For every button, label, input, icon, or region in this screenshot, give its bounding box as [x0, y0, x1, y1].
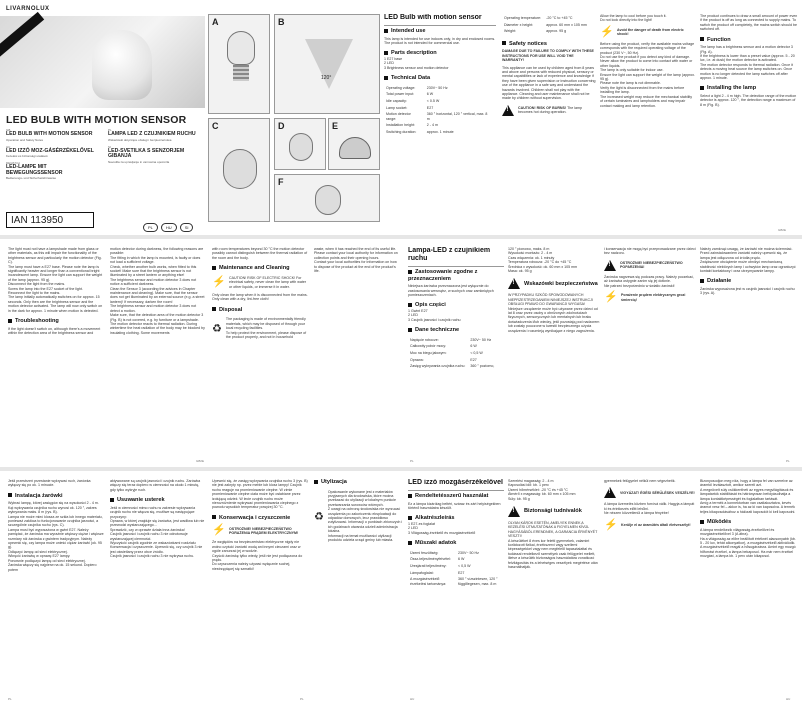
hu-shock-warning: ⚡ Kerülje el az áramütés általi életveszélyt! — [604, 520, 696, 531]
page-1 — [0, 0, 802, 235]
fig-d-lamp — [289, 133, 313, 161]
hu-tech-heading: Műszaki adatok — [408, 540, 504, 547]
p2-col3-text: with room temperatures beyond 30 °C the motion detector possibly cannot distinguish between the thermal radiation of the room and the body. — [212, 247, 308, 260]
gb-col-3 — [600, 14, 696, 229]
hu-safety-heading-block: ! Biztonsági tudnivalók — [508, 506, 600, 517]
figures-panel — [208, 14, 380, 224]
pl-parts-heading: Opis części — [408, 302, 504, 309]
badge-pl: PL — [143, 223, 158, 232]
hu-col7-text: gyermekek felügyelet nélkül nem végezhetik. — [604, 479, 676, 483]
figure-b: B 120° — [274, 14, 380, 114]
fig-c-lamp — [223, 149, 257, 189]
table-row: Operating voltage: 230V~ 50 Hz — [386, 85, 448, 90]
pl-burn-text: Żarówka nagrzewa się podczas pracy. Należy poczekać, aż żarówka ostygnie zanim się jej dotknie. Nie patrzeć bezpośrednio w światło żarówki! — [604, 274, 695, 288]
gb-optemp-table — [502, 14, 592, 36]
pl-function-text: Żarówka wyposażona jest w czujnik jasności i czujnik ruchu 3 (rys. A). — [700, 287, 795, 296]
pl-col7-text: i konserwacja nie mogą być przeprowadzane przez dzieci bez nadzoru. — [604, 247, 696, 256]
badge-si: SI — [180, 223, 194, 232]
badge-hu: HU — [161, 223, 177, 232]
p2-col4-text: waste, when it has reached the end of its useful life. Please contact your local authority for information on collection points and their opening hours. Contact your local authorities for information on how to dispose of the product at the end of the product's life. — [314, 247, 398, 274]
pl-troubleshooting-text: Jeśli w ciemności mimo ruchu w zakresie wykrywania czujnik ruchu nie włącza się, możliwe są następujące przyczyny: Oprawa, w której znajduje się żarówka, jest wadliwa lub nie przewodzi wystarczającego... Sprawdzić, czy w oprawie działa inna żarówka! Czujnik jasności i czujnik ruchu 3 nie odnotowuje wystarczającej ciemności. Wyczyścić czujnik zgodnie ze wskazówkami rozdziału Konserwacja i czyszczenie. Upewnić się, czy czujnik 3 nie jest oświetlany przez obce źródło. Czujnik jasności i czujnik ruchu 3 nie wykrywa ruchu. — [110, 505, 205, 559]
hu-burn-warning: ! VIGYÁZAT! ÉGÉSI SÉRÜLÉSEK VESZÉLYE! — [604, 487, 696, 498]
table-row: Üresjárati teljesítmény: < 0,5 W — [410, 564, 471, 568]
pl-install-text: Wybrać lampę, której zasięgów się na wysokości 2 - 4 m. Kąt wykrywania czujnika ruchu wynosi ok. 120 °, zakres wykrywania maks. 8 m (rys. B). Lampa nie może mieć klosza ze szkła lub innego materiału, ponieważ zakłóca to funkcjonowanie czujnika jasności, a szczególnie czujnika ruchu (rys. C). Lampa musi być wyposażona w gwint E27. Należy pamiętać, że żarówka ma wyraźnie większy ciężar i większe rozmiary niż żarówka z gwintem tradycyjnym. Należy upewnić się, czy lampa może unieść ciężar żarówki (ok. 95 g). Odłączyć lampę od sieci elektrycznej. Wkręcić żarówkę w oprawę E27 lampy. Ponownie podłączyć lampę od sieci elektrycznej. Żarówka włączy się najpierw na ok. 15 sekund. Dopiero potem — [8, 501, 104, 572]
page-footer: HU — [410, 697, 415, 701]
gb-part-1: 1 E27 base — [384, 57, 403, 61]
maintenance-text: Only clean the lamp when it is disconnected from the mains. Only clean with a dry, lint-free cloth! — [212, 293, 308, 302]
hu-parts-heading: Alkatrészleírás — [408, 515, 504, 522]
gb-doc-title: LED Bulb with motion sensor — [384, 14, 482, 21]
table-row: Operating temperature: -20 °C to +45 °C — [504, 16, 573, 20]
ian-box: IAN 113950 — [6, 212, 94, 228]
recycling-icon: ♻ — [212, 322, 222, 335]
figure-f: F — [274, 174, 380, 222]
p2-col2-text: motion detector during darkness, the following reasons are possible: The fitting in which the lamp is mounted, is faulty or does not load a sufficient voltage. Check, whether another bulb works, when fitted to this socket! Make sure that the brightness sensor is not illuminated by a street lantern or anything else! The brightness sensor and motion detector 3 does not notice a sufficient darkness. Clean the Sensor 3 (according the advices in Chapter maintenance and cleaning). Make sure, that the sensor does not get illuminated by an external source (e.g. a street lantern)! If necessary, darken the room! The brightness sensor and motion detector 3 does not detect a motion. Make sure, that the detection area of the motion detector 3 (Fig. B) is not covered, e.g. by furniture or a lampshade. The motion detector reacts to thermal radiation. During wintertime the heat radiation of the body may be blocked by insulating clothing. Some movements — [110, 247, 205, 335]
p2-col-1 — [8, 247, 104, 457]
table-row: Napięcie robocze: 230V~ 50 Hz — [410, 337, 492, 342]
page-3 — [0, 471, 802, 706]
table-row: A mozgásérzékelő érzékelési tartománya: 360 ° vízszintesen, 120 ° függőlegesen, max. 8 m — [410, 577, 498, 586]
warning-triangle-icon — [508, 278, 520, 289]
p3-col-6 — [508, 479, 600, 697]
warning-triangle-icon — [502, 105, 514, 116]
table-row: Zasięg wykrywania czujnika ruchu: 360 ° poziomo, — [410, 364, 495, 369]
fig-e-lamp — [339, 137, 371, 159]
gb-install-text: Select a light 2 - 4 m high. The detection range of the motion detector is approx. 120 °, the detection range a maximum of 8 m (Fig. B). — [700, 94, 797, 107]
table-row: Installation height: 2 - 4 m — [386, 123, 438, 128]
warning-triangle-icon — [604, 487, 616, 498]
fig-b-angle-label: 120° — [321, 75, 332, 81]
lang-entry-de: DE/AT/CH LED-LAMPE MIT BEWEGUNGSSENSOR Bedienungs- und Sicherheitshinweise — [6, 161, 63, 181]
troubleshooting-heading: Troubleshooting — [8, 318, 104, 325]
figure-d: D — [274, 118, 326, 170]
table-row: Diameter x height: approx. 60 mm x 105 mm — [504, 22, 587, 27]
page-footer: PL — [300, 697, 304, 701]
p2-col-6 — [508, 247, 600, 457]
p3-col-7 — [604, 479, 696, 697]
p2-col-4 — [314, 247, 400, 457]
pl-col6-text: 120 ° pionowo, maks. 8 m Wysokość montażu: 2 - 4 m Czas włączenia: ok. 1 minuty Temperatura robocza: -20 °C do +45 °C Średnica x wysokość: ok. 60 mm x 105 mm Masa: ok. 95 g — [508, 247, 578, 274]
hu-function-text: A lámpa rendelkezik világosság-érzékelővel és mozgásérzékelővel 3 (A ábra). Ha a világosság az előre beállított értéknél alacsonyabb (kb. 5 - 20 lux, tehát alkonyatkor), a mozgásérzékelő aktiválódik. A mozgásérzékelő reagál a hősugárzásra. Amint egy mozgó hőforrást érzékel, a lámpa bekapcsol. Ha már nem érzékel mozgást, a lámpa kb. 1 perc után kikapcsol. — [700, 527, 796, 559]
p3-col-5 — [408, 479, 504, 697]
gb-install-heading: Installing the lamp — [700, 85, 798, 92]
pl-part-1: 1 Gwint E27 — [408, 309, 428, 313]
disposal-block: ♻ The packaging is made of environmentally friendly materials, which may be disposed of through your local recycling facilities. To help protect the environment, please dispose of the product properly, and not in household — [212, 317, 307, 340]
p3-col-4 — [314, 479, 404, 697]
pl-maintenance-warning: ⚡ OSTROŻNIE! NIEBEZPIECZEŃSTWO PORAŻENIA PRĄDEM ELEKTRYCZNYM! — [212, 525, 308, 536]
hu-use-text: Ez a lámpa kizárólag beltéri, száraz és zárt helyiségekben történő használatra készült. — [408, 501, 501, 510]
page-footer: PL — [786, 459, 790, 463]
gb-col3-text: Allow the lamp to cool before you touch it. Do not look directly into the light! — [600, 14, 667, 23]
table-row: Idle capacity: < 0.5 W — [386, 99, 440, 103]
fig-b-cone — [305, 39, 353, 89]
fig-f-lamp — [315, 185, 341, 215]
table-row: Motion detector range: 360 ° horizontal, 120 ° vertical, max. 8 m — [386, 112, 488, 121]
table-row: Össz-teljesítményfelvétel: 6 W — [410, 557, 465, 562]
gb-safety-heading: Safety notices — [502, 41, 596, 48]
brand-logo: LIVARNOLUX — [6, 6, 50, 12]
pl-disposal-block: ♻ Opakowanie wykonane jest z materiałów przyjaznych dla środowiska, które można przekazać do utylizacji w lokalnym punkcie przetwarzania surowców wtórnych. Z uwagi na ochronę środowiska nie wyrzucać urządzenia po zakończeniu eksploatacji do odpadów domowych, lecz prawidłowo zutylizować. Informacji o punktach zbiorczych i ich godzinach otwarcia udzieli administracja lokalna. Informacji na temat możliwości utylizacji produktu udziela urząd gminy lub miasta. — [314, 489, 403, 543]
lang-col-left — [6, 128, 98, 180]
p3-col1-text: Jeśli przestrzeń przestanie wykrywać ruch, żarówka wyłączy się po ok. 1 minucie. — [8, 479, 91, 488]
page-footer: GB/IE — [778, 228, 787, 232]
pl-tech-table — [408, 336, 499, 371]
pl-function-heading: Działanie — [700, 278, 796, 285]
fig-a-base — [233, 65, 249, 81]
divider — [408, 490, 504, 491]
lang-entry-gb: GB LED BULB WITH MOTION SENSOR Operation and Safety Notes — [6, 128, 93, 142]
figure-c: C — [208, 118, 270, 222]
lang-entry-hu: HU LED IZZÓ MOZ-GÁSÉRZÉKELŐVEL Kezelési és biztonsági utalások — [6, 144, 94, 159]
cover-panel — [0, 0, 205, 235]
pl-doc-title: Lampa-LED z czujnikiem ruchu — [408, 247, 491, 262]
corner-ribbon — [0, 12, 44, 58]
lang-entry-pl: PL LAMPA LED Z CZUJNIKIEM RUCHU Wskazówki dotyczące obsługi i bezpieczeństwa — [108, 128, 196, 142]
p2-col-8 — [700, 247, 796, 457]
p3-col-2 — [110, 479, 206, 697]
gb-col4-text: The product continues to draw a small amount of power even if the product is off as long as connected to supply mains. To switch the product off completely, the mains switch should be switched off. — [700, 14, 798, 32]
table-row: Oprawa: E27 — [410, 357, 477, 362]
pl-shock-warning: ⚡ Porażenie prądem elektrycznym grozi śmiercią! — [604, 292, 696, 303]
hu-part-1: 1 E27-es foglalat — [408, 522, 435, 526]
p3-col-1 — [8, 479, 104, 697]
lang-col-right — [108, 128, 200, 164]
hu-doc-title: LED izzó mozgásérzékelővel — [408, 479, 503, 486]
electric-shock-icon — [604, 520, 617, 531]
electric-shock-icon — [604, 292, 617, 303]
p3-col-3 — [212, 479, 308, 697]
p3-col3-text: Upewnić się, że zasięg wykrywania czujnika ruchu 3 (rys. B) nie jest zakryty np. przez meble lub klosz lampy! Czujnik ruchu reaguje na promieniowanie cieplne. W zimie promieniowanie cieplne ciała może być osłabiane przez izolującą odzież. W lecie czujnik ruchu może nierozróżnienie wykrywać promieniowania cieplnego z powodu wysokich temperatur powyżej 30 °C. — [212, 479, 308, 510]
pl-part-3: 3 Czujnik jasności i czujnik ruchu — [408, 317, 461, 322]
figure-a: A — [208, 14, 270, 114]
pl-safety-heading-block: ! Wskazówki bezpieczeństwa — [508, 278, 600, 289]
electric-shock-icon — [600, 27, 613, 38]
pl-col8-text: Należy zamknąć uwagę, że żarówki nie można ściemniać. Przed zainstalowaniem żarówki należy upewnić się, że lampa jest odłączona od źródła prądu. Zwiększone obciążenie może obniżyć mechaniczną stabilność niektórych lamp i uchwytów lamp oraz ograniczyć kontakt kontaktowy i oraz utrzymywanie lampy. — [700, 247, 796, 274]
gb-tech-heading: Technical Data — [384, 75, 496, 82]
gb-safety-text: This appliance can be used by children aged from 8 years and above and persons with reduced physical, sensory or mental capabilities or lack of experience and knowledge if they have been given supervision or instruction concerning use of the appliance in a safe way and understand the hazards involved. Children shall not play with the appliance. Cleaning and user maintenance shall not be made by children without supervision. — [502, 65, 596, 101]
disposal-heading: Disposal — [212, 307, 308, 314]
table-row: Lámpafoglalat: E27 — [410, 570, 465, 575]
hu-function-heading: Működés — [700, 519, 796, 526]
pl-use-text: Niniejsza żarówka przeznaczona jest wyłącznie do zastosowania wewnątrz, w suchych oraz zamkniętych pomieszczeniach. — [408, 284, 494, 297]
table-row: Weight: approx. 95 g — [504, 29, 567, 34]
pl-install-heading: Instalacja żarówki — [8, 493, 104, 500]
photo-lamp-shape — [92, 30, 152, 100]
table-row: Całkowity pobór mocy: 6 W — [410, 344, 477, 349]
p2-col-7 — [604, 247, 696, 457]
page-footer: GB/IE — [196, 459, 205, 463]
gb-parts-heading: Parts description — [384, 50, 496, 57]
pl-part-2: 2 LED — [408, 313, 418, 318]
gb-burn-warning: ! CAUTION! RISK OF BURNS! The lamp becomes hot during operation. — [502, 105, 596, 116]
hu-col8-text: Bizonyosodjon meg róla, hogy a lámpa fel van szerelve az áramtól leválasztott, amikor szereli azt. A megnövelt súly csökkentheti az egyes megvilágítások és lámpatartók stabilitását és hátrányosan befolyásolhatja a lámpa kontaktképességét és foglalatban tartását. Amíg a termék a konnektorban van csatlakoztatva, kevés áramot vesz fel – akkor is, ha az ki van kapcsolva. A termék teljes kikapcsolásához a hálózati kapcsolót ki kell kapcsolni. — [700, 479, 796, 514]
gb-part-3: 3 Brightness sensor and motion detector — [384, 65, 449, 70]
p3-col2-text: aktywowane są czujnik jasności i czujnik ruchu. Żarówka włączy się teraz dopiero w ciemności na około 1 minutę, gdy tylko wykryje ruch. — [110, 479, 201, 492]
pl-safety-text: W PRZYPADKU SZKÓD SPOWODOWANYCH NIEPRZESTRZEGANIEM NINIEJSZEJ INSTRUKCJI OBSŁUGI PRAWO DO GWARANCJI WYGASA! Niniejsze urządzenie może być używane przez dzieci od lat 8 oraz przez osoby o obniżonych zdolnościach fizycznych, sensorycznych lub mentalnych lub braku doświadczenia i/lub wiedzy, jeśli pozostają pod nadzorem lub zostały pouczone w kwestii bezpiecznego użycia urządzenia i rozumieją wynikające z niego zagrożenia. — [508, 293, 600, 333]
country-badges — [140, 216, 193, 234]
gb-col-2 — [502, 14, 596, 229]
gb-col3b-text: Before using the product, verify the available mains voltage corresponds with the required operating voltage of the product (230 V~, 50 Hz). Do not use the product if you detect any kind of damage. Never allow the product to come into contact with water or other liquids. The lamp is only suitable for indoor use. Ensure the light can support the weight of the lamp (approx. 95 g). Please note the lamp is not dimmable. Verify the light is disconnected from the mains before installing the lamp. The increased weight may reduce the mechanical stability of certain luminaires and lampholders and may impair contact making and lamp retention. — [600, 41, 696, 108]
gb-intended-use-text: This lamp is intended for use indoors only, in dry and enclosed rooms. The product is not intended for commercial use. — [384, 36, 496, 45]
maintenance-warning: ⚡ CAUTION! RISK OF ELECTRIC SHOCK! For electrical safety, never clean the lamp with water or other liquids, or immerse it in water. — [212, 276, 308, 289]
pl-use-heading: Zastosowanie zgodne z przeznaczeniem — [408, 269, 478, 282]
pl-burn-warning: ! OSTROŻNIE! NIEBEZPIECZEŃSTWO POPARZENIA! — [604, 260, 696, 271]
table-row: Moc na biegu jałowym: < 0,5 W — [410, 351, 483, 355]
gb-intended-use-heading: Intended use — [384, 28, 496, 35]
pl-maintenance-text: Ze względów na bezpieczeństwo elektryczne nigdy nie wolno czyścić żarówki wodą ani innymi cieczami oraz w ogóle zanurzać jej w wodzie. Czyścić żarówkę tylko wtedy, jeśli nie jest podłączona do prądu. Do czyszczenia należy używać wyłącznie suchej, niestrzępiącej się szmatki! — [212, 540, 303, 571]
warning-triangle-icon — [604, 260, 616, 271]
divider — [384, 25, 496, 26]
gb-shock-warning: ⚡ Avoid the danger of death from electric shock! — [600, 27, 696, 38]
fig-a-bulb — [227, 31, 255, 65]
troubleshooting-text: If the light doesn't switch on, although there's a movement within the detection area of the brightness sensor and — [8, 326, 101, 336]
table-row: Üzemi feszültség: 230V~ 50 Hz — [410, 550, 479, 555]
hu-use-heading: Rendeltetésszerű használat — [408, 493, 504, 500]
hu-tech-table — [408, 549, 504, 589]
p2-col1-text: The light must not have a lampshade made from glass or other materials, as this will impair the functionality of the brightness sensor and particularly the motion detector (Fig. C). The lamp must have a E27 base. Please note the lamp is significantly heavier and longer than a conventional bright incandescent lamp. Ensure the light can support the weight of the lamp (approx. 95 g). Disconnect the light from the mains. Screw the lamp into the E27 socket of the light. Reconnect the light to the mains. The lamp initially automatically switches on for approx. 15 seconds. Only then are the brightness sensor and the motion detector activated. The lamp will now only switch on in the dark for approx. 1 minute when motion is detected. — [8, 247, 103, 313]
p2-col-5 — [408, 247, 504, 457]
table-row: Lamp socket: E27 — [386, 105, 434, 110]
lang-entry-si: SI LED-SVETILKA S SENZORJEM GIBANJA Navodila za upravljanje in varnostna opozorila — [108, 144, 185, 164]
recycling-icon: ♻ — [314, 510, 324, 523]
figure-e: E — [328, 118, 380, 170]
page-footer: PL — [410, 459, 414, 463]
gb-col-4 — [700, 14, 798, 229]
hu-part-2: 2 LED — [408, 526, 418, 531]
table-row: Total power input: 6 W — [386, 92, 434, 97]
cover-title: LED BULB WITH MOTION SENSOR — [6, 114, 187, 126]
gb-function-heading: Function — [700, 37, 798, 44]
hu-part-3: 3 Világosság-érzékelő és mozgásérzékelő — [408, 530, 476, 535]
product-photo-strip — [0, 16, 205, 108]
hu-burn-text: A lámpa üzemelés közben forróvá válik. Hagyja a lámpát ki és érintkezés előtt lehűlni. Ne nézzen közvetlenül a lámpa fényébe! — [604, 502, 695, 516]
page-footer: PL — [8, 697, 12, 701]
p3-col-8 — [700, 479, 796, 697]
page-footer: HU — [786, 697, 791, 701]
pl-disposal-heading: Utylizacja — [314, 479, 404, 486]
warning-triangle-icon — [508, 506, 520, 517]
page-2 — [0, 239, 802, 467]
p2-col-2 — [110, 247, 206, 457]
p2-col-3 — [212, 247, 308, 457]
gb-col-1 — [384, 14, 496, 229]
table-row: Switching duration: approx. 1 minute — [386, 129, 454, 134]
gb-part-2: 2 LED — [384, 61, 394, 66]
pl-troubleshooting-heading: Usuwanie usterek — [110, 497, 206, 504]
hu-safety-text: OLYAN KÁROK ESETÉN, AMELYEK ENNEK A KEZELÉSI ÚTMUTATÓNAK A FIGYELMEN KÍVÜL HAGYÁSÁBÓL ERENDNEK, A GARANCIA ÉRVÉNYÉT VESZTI! A készüléket 8 éves kor feletti gyermekek, valamint korlátozott fizikai, érzékszervi vagy szellemi képességekkel vagy nem megfelelő tapasztalattal és tudással rendelkező személyek csak felügyelet mellett, illetve a készülék biztonságos használatára vonatkozó felvilágosítás és a lehetséges veszélyek megértése után használhatják. — [508, 521, 598, 570]
divider — [408, 266, 504, 267]
hu-col6-text: Szerelési magasság: 2 - 4 m Kapcsolási idő: kb. 1 perc Üzemi hőmérséklet: -20 °C és +45 °C Átmérő x magasság: kb. 60 mm x 105 mm Súly: kb. 95 g — [508, 479, 576, 501]
electric-shock-icon — [212, 525, 225, 536]
maintenance-heading: Maintenance and Cleaning — [212, 265, 308, 272]
electric-shock-icon — [212, 277, 225, 288]
gb-function-text: The lamp has a brightness sensor and a motion detector 3 (Fig. A). If the brightness is lower than a preset value (approx. 5 - 20 lux, i.e. at dusk) the motion detector is activated. The motion detector responds to thermal radiation. Once it detects a moving heat source the lamp switches on. Once motion is no longer detected the lamp switches off after approx. 1 minute. — [700, 45, 795, 81]
pl-tech-heading: Dane techniczne — [408, 327, 504, 334]
pl-maintenance-heading: Konserwacja i czyszczenie — [212, 515, 308, 522]
gb-safety-intro: DAMAGE DUE TO FAILURE TO COMPLY WITH THESE INSTRUCTIONS FOR USE WILL VOID THE WARRANTY! — [502, 49, 594, 63]
gb-tech-table — [384, 84, 496, 137]
